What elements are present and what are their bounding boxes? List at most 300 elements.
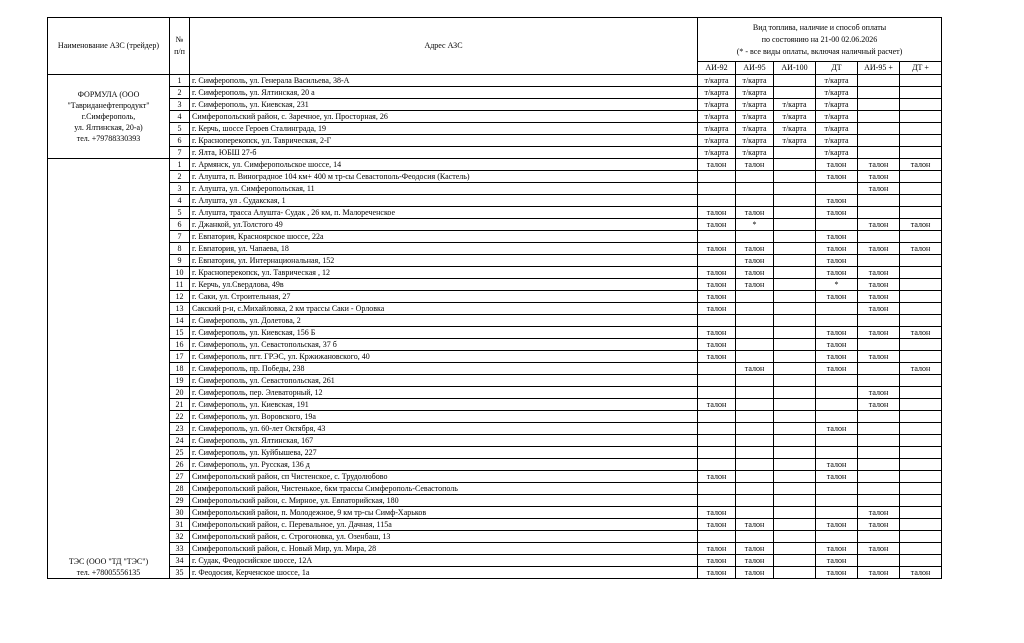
row-number: 12: [170, 291, 190, 303]
station-address: г. Красноперекопск, ул. Таврическая, 2-Г: [190, 135, 698, 147]
trader-column-header: Наименование АЗС (трейдер): [48, 18, 170, 75]
fuel-cell: [774, 411, 816, 423]
fuel-cell: [698, 495, 736, 507]
fuel-cell: [736, 327, 774, 339]
table-row: [48, 147, 942, 159]
fuel-cell: [900, 531, 942, 543]
fuel-cell: [774, 315, 816, 327]
fuel-cell: т/карта: [698, 111, 736, 123]
fuel-cell: талон: [816, 519, 858, 531]
fuel-cell: талон: [816, 327, 858, 339]
station-address: г. Джанкой, ул.Толстого 49: [190, 219, 698, 231]
row-number: 19: [170, 375, 190, 387]
fuel-cell: [774, 303, 816, 315]
fuel-cell: [900, 423, 942, 435]
fuel-cell: талон: [698, 507, 736, 519]
table-row: [48, 471, 942, 483]
table-row: [48, 339, 942, 351]
fuel-cell: талон: [858, 267, 900, 279]
row-number: 11: [170, 279, 190, 291]
fuel-cell: [900, 183, 942, 195]
fuel-cell: [900, 399, 942, 411]
fuel-cell: талон: [698, 339, 736, 351]
fuel-cell: [774, 183, 816, 195]
fuel-cell: [698, 411, 736, 423]
station-address: г. Симферополь, пр. Победы, 238: [190, 363, 698, 375]
fuel-cell: т/карта: [816, 111, 858, 123]
fuel-cell: [774, 471, 816, 483]
fuel-cell: [900, 375, 942, 387]
fuel-cell: [774, 435, 816, 447]
row-number: 3: [170, 99, 190, 111]
fuel-cell: т/карта: [816, 75, 858, 87]
fuel-cell: [698, 363, 736, 375]
fuel-cell: талон: [736, 543, 774, 555]
fuel-cell: [774, 279, 816, 291]
fuel-cell: т/карта: [774, 123, 816, 135]
fuel-cell: [900, 387, 942, 399]
table-row: [48, 351, 942, 363]
row-number: 5: [170, 123, 190, 135]
fuel-cell: талон: [900, 243, 942, 255]
row-number: 9: [170, 255, 190, 267]
fuel-cell: *: [816, 279, 858, 291]
table-row: [48, 123, 942, 135]
fuel-cell: талон: [698, 471, 736, 483]
fuel-cell: [858, 135, 900, 147]
table-row: [48, 291, 942, 303]
fuel-cell: талон: [816, 543, 858, 555]
fuel-cell: талон: [900, 567, 942, 579]
fuel-cell: [900, 555, 942, 567]
fuel-cell: [774, 159, 816, 171]
fuel-cell: талон: [858, 399, 900, 411]
station-address: г. Керчь, ул.Свердлова, 49в: [190, 279, 698, 291]
fuel-cell: [698, 183, 736, 195]
fuel-cell: [900, 87, 942, 99]
fuel-cell: [900, 495, 942, 507]
table-row: [48, 243, 942, 255]
fuel-cell: [698, 255, 736, 267]
fuel-cell: т/карта: [816, 147, 858, 159]
fuel-title-line2: по состоянию на 21-00 02.06.2026: [761, 34, 878, 44]
station-address: г. Евпатория, ул. Чапаева, 18: [190, 243, 698, 255]
fuel-cell: [774, 207, 816, 219]
table-row: [48, 111, 942, 123]
fuel-cell: [900, 351, 942, 363]
row-number: 23: [170, 423, 190, 435]
row-number: 31: [170, 519, 190, 531]
fuel-cell: [736, 351, 774, 363]
fuel-cell: [900, 411, 942, 423]
fuel-cell: [816, 399, 858, 411]
station-address: г. Керчь, шоссе Героев Сталинграда, 19: [190, 123, 698, 135]
fuel-cell: талон: [698, 567, 736, 579]
fuel-cell: [698, 315, 736, 327]
fuel-cell: т/карта: [816, 99, 858, 111]
fuel-cell: талон: [816, 195, 858, 207]
fuel-cell: [858, 447, 900, 459]
row-number: 35: [170, 567, 190, 579]
fuel-cell: т/карта: [816, 123, 858, 135]
fuel-cell: талон: [816, 423, 858, 435]
table-row: [48, 555, 942, 567]
table-row: [48, 411, 942, 423]
fuel-cell: [900, 519, 942, 531]
table-row: [48, 363, 942, 375]
fuel-cell: [858, 363, 900, 375]
fuel-cell: т/карта: [736, 135, 774, 147]
fuel-cell: талон: [698, 519, 736, 531]
fuel-cell: [900, 483, 942, 495]
fuel-cell: т/карта: [736, 87, 774, 99]
fuel-cell: [900, 507, 942, 519]
row-number: 14: [170, 315, 190, 327]
table-row: [48, 87, 942, 99]
fuel-cell: [736, 195, 774, 207]
fuel-cell: талон: [858, 171, 900, 183]
row-number: 22: [170, 411, 190, 423]
fuel-cell: талон: [698, 555, 736, 567]
fuel-cell: талон: [900, 219, 942, 231]
trader-line: г.Симферополь,: [81, 112, 136, 121]
fuel-cell: талон: [858, 291, 900, 303]
fuel-cell: [736, 231, 774, 243]
fuel-cell: т/карта: [698, 87, 736, 99]
row-number: 4: [170, 195, 190, 207]
fuel-cell: [736, 183, 774, 195]
station-address: г. Симферополь, ул. 60-лет Октября, 43: [190, 423, 698, 435]
row-number: 29: [170, 495, 190, 507]
fuel-cell: талон: [698, 279, 736, 291]
fuel-cell: [900, 267, 942, 279]
fuel-cell: [900, 303, 942, 315]
station-address: г. Симферополь, ул. Долетова, 2: [190, 315, 698, 327]
fuel-cell: талон: [736, 267, 774, 279]
table-row: [48, 279, 942, 291]
row-number: 7: [170, 231, 190, 243]
fuel-cell: [698, 531, 736, 543]
fuel-cell: талон: [816, 555, 858, 567]
table-row: [48, 435, 942, 447]
fuel-cell: [774, 567, 816, 579]
row-number: 33: [170, 543, 190, 555]
fuel-cell: талон: [858, 327, 900, 339]
station-address: Симферопольский район, с. Мирное, ул. Евпаторийская, 180: [190, 495, 698, 507]
fuel-cell: [736, 507, 774, 519]
row-number: 6: [170, 135, 190, 147]
fuel-cell: [736, 375, 774, 387]
fuel-cell: [858, 435, 900, 447]
fuel-cell: [900, 339, 942, 351]
fuel-cell: [736, 339, 774, 351]
table-row: [48, 171, 942, 183]
fuel-cell: талон: [816, 459, 858, 471]
fuel-cell: талон: [858, 519, 900, 531]
table-row: [48, 219, 942, 231]
fuel-cell: талон: [858, 219, 900, 231]
row-number: 7: [170, 147, 190, 159]
fuel-cell: [900, 75, 942, 87]
fuel-cell: [900, 315, 942, 327]
station-address: Симферопольский район, сп Чистенское, с. Трудолюбово: [190, 471, 698, 483]
fuel-cell: талон: [816, 339, 858, 351]
fuel-cell: талон: [816, 291, 858, 303]
fuel-cell: [736, 171, 774, 183]
row-number: 20: [170, 387, 190, 399]
fuel-cell: т/карта: [698, 123, 736, 135]
fuel-cell: [774, 171, 816, 183]
station-address: Симферопольский район, п. Молодежное, 9 км тр-сы Симф-Харьков: [190, 507, 698, 519]
row-number: 24: [170, 435, 190, 447]
station-address: г. Симферополь, ул. Киевская, 156 Б: [190, 327, 698, 339]
row-number: 1: [170, 159, 190, 171]
fuel-cell: талон: [736, 159, 774, 171]
fuel-cell: [816, 435, 858, 447]
fuel-cell: талон: [816, 351, 858, 363]
fuel-cell: т/карта: [698, 147, 736, 159]
fuel-cell: [816, 375, 858, 387]
fuel-cell: талон: [900, 327, 942, 339]
fuel-cell: талон: [858, 159, 900, 171]
fuel-cell: [858, 459, 900, 471]
fuel-cell: [816, 219, 858, 231]
table-row: [48, 327, 942, 339]
fuel-cell: талон: [816, 567, 858, 579]
station-address: г. Симферополь, пер. Элеваторный, 12: [190, 387, 698, 399]
fuel-cell: талон: [816, 267, 858, 279]
trader-line: ФОРМУЛА (ООО: [77, 90, 140, 99]
fuel-cell: талон: [816, 363, 858, 375]
fuel-cell: т/карта: [698, 99, 736, 111]
fuel-cell: [774, 75, 816, 87]
fuel-cell: т/карта: [736, 75, 774, 87]
table-row: [48, 207, 942, 219]
fuel-cell: талон: [698, 219, 736, 231]
fuel-cell: талон: [900, 363, 942, 375]
fuel-cell: талон: [736, 555, 774, 567]
fuel-cell: талон: [900, 159, 942, 171]
fuel-cell: *: [736, 219, 774, 231]
fuel-cell: [774, 447, 816, 459]
fuel-cell: т/карта: [736, 147, 774, 159]
fuel-cell: [858, 495, 900, 507]
station-address: г. Симферополь, ул. Генерала Васильева, 38-А: [190, 75, 698, 87]
fuel-cell: [736, 471, 774, 483]
fuel-cell: [816, 507, 858, 519]
fuel-cell: [736, 483, 774, 495]
fuel-header-dt-plus: ДТ +: [900, 62, 942, 75]
fuel-cell: [774, 291, 816, 303]
station-address: г. Симферополь, ул. Киевская, 231: [190, 99, 698, 111]
row-number: 32: [170, 531, 190, 543]
fuel-cell: [736, 303, 774, 315]
table-row: [48, 459, 942, 471]
fuel-header-ai95-plus: АИ-95 +: [858, 62, 900, 75]
fuel-cell: т/карта: [736, 111, 774, 123]
table-row: [48, 135, 942, 147]
fuel-cell: талон: [816, 255, 858, 267]
fuel-cell: талон: [858, 303, 900, 315]
fuel-cell: [774, 87, 816, 99]
fuel-cell: талон: [858, 387, 900, 399]
station-address: г. Судак, Феодосийское шоссе, 12А: [190, 555, 698, 567]
fuel-cell: [900, 255, 942, 267]
row-number: 17: [170, 351, 190, 363]
table-row: [48, 231, 942, 243]
fuel-cell: [816, 303, 858, 315]
fuel-cell: талон: [698, 291, 736, 303]
fuel-cell: [900, 195, 942, 207]
table-row: [48, 567, 942, 579]
fuel-cell: [774, 255, 816, 267]
fuel-cell: [900, 135, 942, 147]
table-row: [48, 255, 942, 267]
number-column-header: № п/п: [170, 18, 190, 75]
table-row: [48, 495, 942, 507]
fuel-cell: [816, 315, 858, 327]
fuel-cell: т/карта: [736, 99, 774, 111]
fuel-cell: талон: [698, 207, 736, 219]
fuel-cell: [858, 315, 900, 327]
fuel-cell: [858, 375, 900, 387]
fuel-cell: [774, 327, 816, 339]
fuel-cell: [858, 207, 900, 219]
fuel-cell: [858, 411, 900, 423]
trader-line: тел. +79788330393: [76, 134, 141, 143]
trader-line: тел. +78005556135: [76, 568, 141, 577]
fuel-cell: [900, 471, 942, 483]
row-number: 28: [170, 483, 190, 495]
row-number: 18: [170, 363, 190, 375]
fuel-cell: талон: [698, 399, 736, 411]
row-number: 2: [170, 87, 190, 99]
fuel-cell: [774, 399, 816, 411]
row-number: 6: [170, 219, 190, 231]
trader-line: ул. Ялтинская, 20-а): [74, 123, 143, 132]
fuel-cell: талон: [698, 327, 736, 339]
station-address: г. Алушта, трасса Алушта- Судак , 26 км, п. Малореченское: [190, 207, 698, 219]
fuel-cell: [774, 423, 816, 435]
fuel-cell: т/карта: [774, 111, 816, 123]
station-address: г. Саки, ул. Строительная, 27: [190, 291, 698, 303]
fuel-group-header: [698, 18, 942, 62]
table-row: [48, 183, 942, 195]
fuel-cell: талон: [698, 243, 736, 255]
table-row: [48, 447, 942, 459]
station-address: Симферопольский район, с. Заречное, ул. Просторная, 26: [190, 111, 698, 123]
fuel-cell: [858, 483, 900, 495]
fuel-cell: [736, 435, 774, 447]
table-row: [48, 195, 942, 207]
fuel-cell: талон: [858, 351, 900, 363]
fuel-cell: талон: [736, 567, 774, 579]
fuel-cell: [816, 495, 858, 507]
fuel-cell: т/карта: [736, 123, 774, 135]
table-body: [48, 75, 942, 579]
station-address: г. Алушта, ул . Судакская, 1: [190, 195, 698, 207]
fuel-cell: т/карта: [774, 135, 816, 147]
row-number: 1: [170, 75, 190, 87]
fuel-cell: [858, 87, 900, 99]
fuel-header-ai100: АИ-100: [774, 62, 816, 75]
table-row: [48, 315, 942, 327]
fuel-cell: [774, 219, 816, 231]
fuel-cell: [774, 375, 816, 387]
row-number: 3: [170, 183, 190, 195]
fuel-cell: [900, 231, 942, 243]
fuel-cell: [736, 531, 774, 543]
fuel-cell: [698, 459, 736, 471]
trader-cell: [48, 75, 170, 159]
fuel-cell: талон: [858, 507, 900, 519]
fuel-cell: [816, 531, 858, 543]
fuel-cell: [774, 459, 816, 471]
table-row: [48, 519, 942, 531]
fuel-cell: [774, 195, 816, 207]
fuel-cell: [816, 387, 858, 399]
fuel-cell: [774, 483, 816, 495]
station-address: г. Симферополь, ул. Воровского, 19а: [190, 411, 698, 423]
row-number: 5: [170, 207, 190, 219]
fuel-cell: т/карта: [774, 99, 816, 111]
fuel-cell: талон: [736, 243, 774, 255]
station-address: Симферопольский район, с. Строгоновка, ул. Озенбаш, 13: [190, 531, 698, 543]
table-row: [48, 303, 942, 315]
fuel-cell: талон: [816, 243, 858, 255]
fuel-cell: т/карта: [816, 135, 858, 147]
station-address: г. Симферополь, ул. Ялтинская, 167: [190, 435, 698, 447]
fuel-cell: т/карта: [698, 135, 736, 147]
fuel-cell: талон: [816, 231, 858, 243]
fuel-cell: [736, 495, 774, 507]
table-row: [48, 483, 942, 495]
row-number: 27: [170, 471, 190, 483]
row-number: 16: [170, 339, 190, 351]
fuel-cell: [816, 411, 858, 423]
fuel-cell: [900, 147, 942, 159]
fuel-cell: [858, 255, 900, 267]
fuel-cell: [774, 495, 816, 507]
table-row: [48, 399, 942, 411]
fuel-cell: [900, 123, 942, 135]
row-number: 13: [170, 303, 190, 315]
fuel-cell: талон: [698, 159, 736, 171]
fuel-header-ai92: АИ-92: [698, 62, 736, 75]
row-number: 25: [170, 447, 190, 459]
fuel-cell: [774, 147, 816, 159]
fuel-cell: [736, 399, 774, 411]
fuel-cell: [900, 447, 942, 459]
fuel-cell: талон: [736, 279, 774, 291]
fuel-cell: [900, 279, 942, 291]
fuel-cell: [698, 375, 736, 387]
fuel-cell: [900, 291, 942, 303]
fuel-cell: [816, 447, 858, 459]
fuel-cell: [774, 351, 816, 363]
fuel-cell: талон: [816, 207, 858, 219]
fuel-cell: талон: [698, 351, 736, 363]
station-address: г. Симферополь, ул. Севастопольская, 261: [190, 375, 698, 387]
fuel-cell: [698, 195, 736, 207]
station-address: г. Алушта, ул. Симферопольская, 11: [190, 183, 698, 195]
fuel-cell: [698, 387, 736, 399]
station-address: Симферопольский район, Чистенькое, 6км трассы Симферополь-Севастополь: [190, 483, 698, 495]
station-address: Симферопольский район, с. Перевальное, ул. Дачная, 115а: [190, 519, 698, 531]
row-number: 4: [170, 111, 190, 123]
row-number: 21: [170, 399, 190, 411]
fuel-cell: [698, 423, 736, 435]
